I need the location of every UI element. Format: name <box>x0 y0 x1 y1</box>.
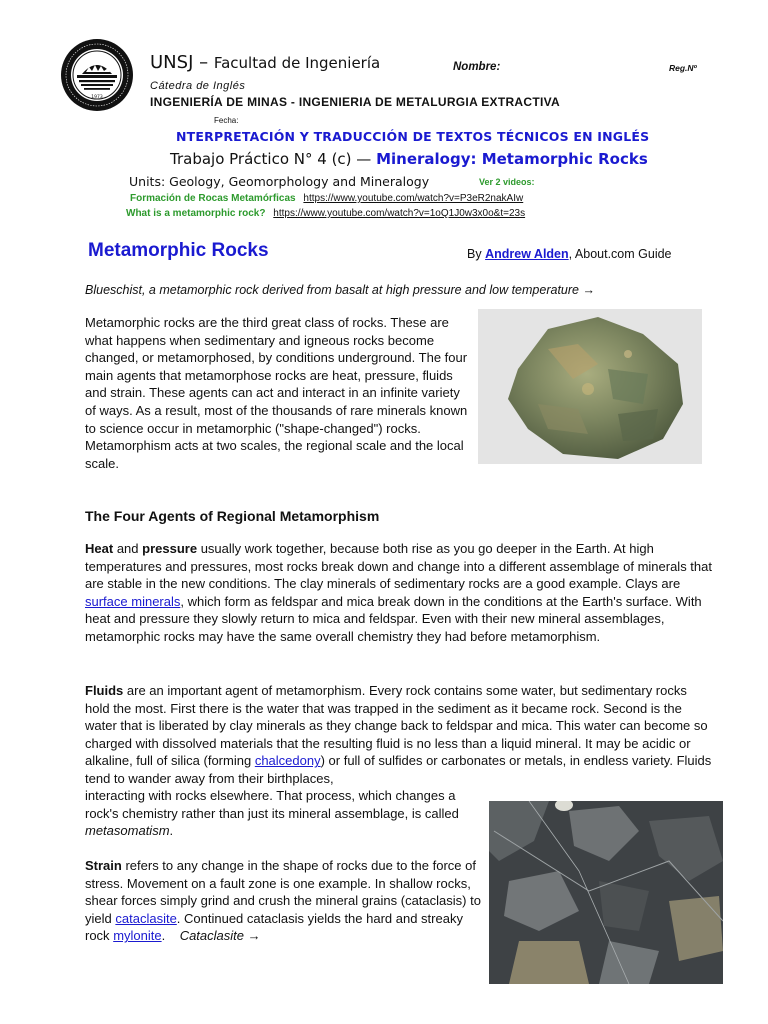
video-row-1 <box>130 193 523 204</box>
period: . <box>169 823 174 839</box>
fecha-label: Fecha: <box>214 116 239 125</box>
period-2: . <box>161 928 166 944</box>
assignment-topic: Mineralogy: Metamorphic Rocks <box>376 150 648 168</box>
video1-label: Formación de Rocas Metamórficas <box>130 193 296 204</box>
svg-text:1973: 1973 <box>91 95 103 100</box>
heat-text-b: , which form as feldspar and mica break down in the conditions at the Earth's surface. With heat and pressure they slowly return to mica and feldspar. Even with their new mineral assemblages, metamorphic rocks may have the same overall chemistry they had before metamorphism. <box>85 593 702 644</box>
assignment-title <box>170 150 648 168</box>
surface-minerals-link[interactable]: surface minerals <box>85 593 181 609</box>
fluids-text-b: ) or full of sulfides or carbonates or metals, in endless variety. Fluids tend to wander away from their birthplaces, <box>85 753 712 786</box>
faculty-label: Facultad de Ingeniería <box>213 54 381 72</box>
fluids-word: Fluids <box>85 683 124 698</box>
by-label: By <box>467 247 482 261</box>
video1-link[interactable]: https://www.youtube.com/watch?v=P3eR2nakAIw <box>303 193 524 204</box>
heat-pressure-paragraph <box>85 540 715 646</box>
mylonite-link[interactable]: mylonite <box>113 928 162 944</box>
reg-label: Reg.Nº <box>669 63 697 73</box>
article-title: Metamorphic Rocks <box>88 240 269 261</box>
author-link[interactable]: Andrew Alden <box>485 247 569 261</box>
source-label: , About.com Guide <box>568 247 672 261</box>
nombre-label: Nombre: <box>453 61 501 73</box>
image-caption: Blueschist, a metamorphic rock derived from basalt at high pressure and low temperature → <box>85 283 595 297</box>
metasomatism-word: metasomatism <box>85 823 170 839</box>
heat-text-a: usually work together, because both rise as you go deeper in the Earth. At high temperatures and pressures, most rocks break down and change into a different assemblage of minerals that are stable in the new conditions. The clay minerals of sedimentary rocks are a good example. Clays are <box>85 541 712 592</box>
units-label: Units: Geology, Geomorphology and Mineralogy <box>129 174 430 189</box>
video2-label: What is a metamorphic rock? <box>126 208 266 219</box>
fluids-text-a: are an important agent of metamorphism. Every rock contains some water, but sedimentary rocks hold the most. First there is the water that was trapped in the sediment as it became rock. Second is the water that is liberated by clay minerals as they change back to feldspar and mica. This water can become so charged with dissolved materials that the resulting fluid is no less than a liquid mineral. It may be acidic or alkaline, full of silica (forming <box>85 683 708 769</box>
strain-paragraph <box>85 857 485 945</box>
cataclasite-rock-image <box>489 801 723 984</box>
strain-text-b: . Continued cataclasis yields the hard and streaky rock <box>85 910 463 944</box>
chalcedony-link[interactable]: chalcedony <box>254 753 321 769</box>
section-heading: The Four Agents of Regional Metamorphism <box>85 508 380 524</box>
dash: – <box>199 52 209 73</box>
unsj-label: UNSJ <box>150 52 194 73</box>
assignment-number: Trabajo Práctico N° 4 (c) — <box>170 150 372 168</box>
video-row-2 <box>126 208 525 219</box>
fluids-paragraph-continued <box>85 787 480 840</box>
fluids-paragraph <box>85 682 715 788</box>
carrera-label: INGENIERÍA DE MINAS - INGENIERIA DE METALURGIA EXTRACTIVA <box>150 95 560 109</box>
catedra-label: Cátedra de Inglés <box>150 80 246 92</box>
intro-paragraph: Metamorphic rocks are the third great class of rocks. These are what happens when sedimentary and igneous rocks become changed, or metamorphosed, by conditions underground. The four main agents that metamorphose rocks are heat, pressure, fluids and strain. These agents can act and interact in an infinite variety of ways. As a result, most of the thousands of rare minerals known to science occur in metamorphic ("shape-changed") rocks. Metamorphism acts at two scales, the regional scale and the local scale. <box>85 315 468 471</box>
byline <box>467 247 672 261</box>
blueschist-rock-image <box>478 309 702 464</box>
videos-label: Ver 2 videos: <box>479 177 535 187</box>
fluids-text-c: interacting with rocks elsewhere. That process, which changes a rock's chemistry rather than just its mineral assemblage, is called <box>85 788 459 821</box>
strain-word: Strain <box>85 858 122 873</box>
course-title: NTERPRETACIÓN Y TRADUCCIÓN DE TEXTOS TÉCNICOS EN INGLÉS <box>176 129 650 144</box>
cataclasite-link[interactable]: cataclasite <box>115 910 177 926</box>
cataclasite-caption: Cataclasite → <box>179 928 261 944</box>
institution-heading <box>150 52 380 73</box>
university-seal-icon <box>60 38 134 112</box>
and-word: and <box>116 541 139 556</box>
heat-word: Heat <box>85 541 114 556</box>
video2-link[interactable]: https://www.youtube.com/watch?v=1oQ1J0w3x0o&t=23s <box>273 208 526 219</box>
pressure-word: pressure <box>142 541 198 556</box>
strain-text-a: refers to any change in the shape of rocks due to the force of stress. Movement on a fault zone is one example. In shallow rocks, shear forces simply grind and crush the mineral grains (cataclasis) to yield <box>85 858 481 926</box>
